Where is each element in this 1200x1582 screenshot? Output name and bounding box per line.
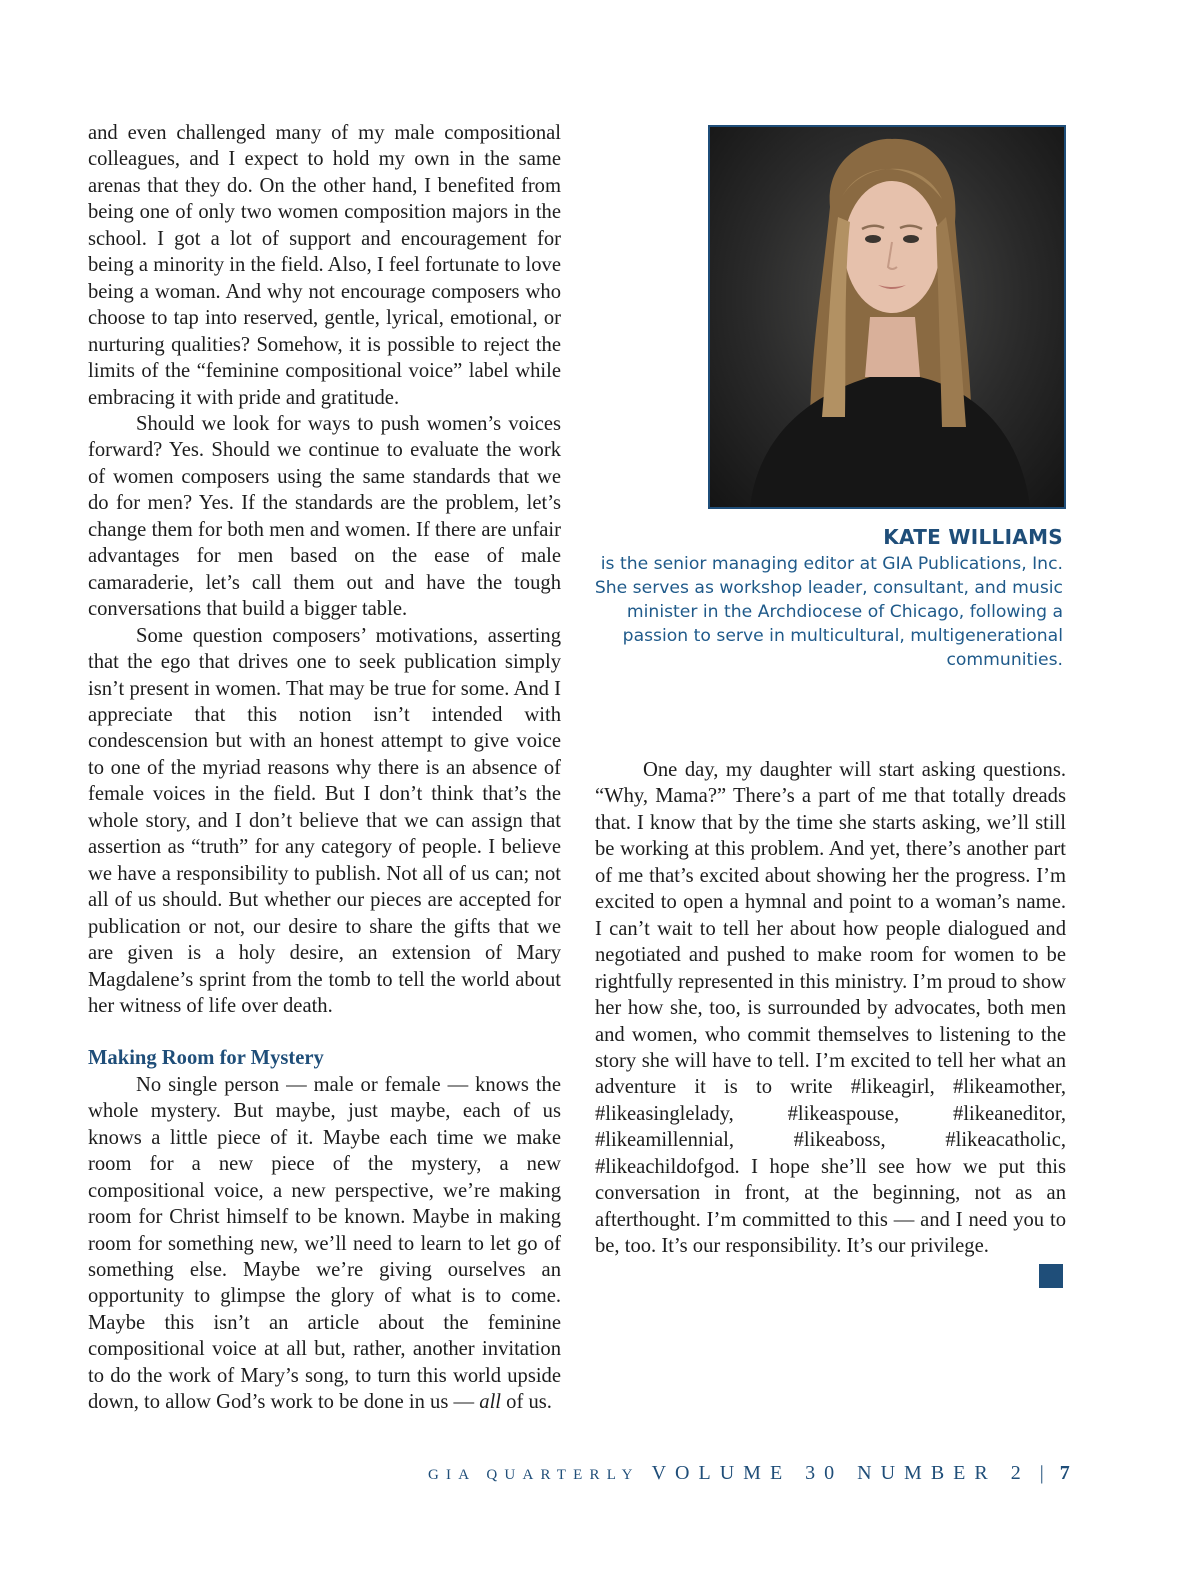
paragraph: Should we look for ways to push women’s voices forward? Yes. Should we continue to evaluate the work of women composers using the same standards that we do for men? Yes. If the standards are the problem, let’s change them for both men and women. If there are unfair advantages for men based on the ease of male camaraderie, let’s call them out and have the tough conversations that build a bigger table.: [88, 412, 561, 621]
emphasis-text: all: [479, 1391, 502, 1414]
end-mark-square: [1039, 1264, 1063, 1288]
paragraph: One day, my daughter will start asking questions. “Why, Mama?” There’s a part of me that totally dreads that. I know that by the time she starts asking, we’ll still be working at this problem. And yet, there’s another part of me that’s excited about showing her the progress. I’m excited to open a hymnal and point to a woman’s name. I can’t wait to tell her about how people dialogued and negotiated and pushed to make room for women to be rightfully represented in this ministry. I’m proud to show her how she, too, is surrounded by advocates, both men and women, who commit themselves to listening to the story she will have to tell. I’m excited to tell her what an adventure it is to write #likeagirl, #likeamother, #likeasinglelady, #likeaspouse, #likeaneditor, #likeamillennial, #likeaboss, #likeacatholic, #likeachildofgod. I hope she’ll see how we put this conversation in front, at the beginning, not as an afterthought. I’m committed to this — and I need you to be, too. It’s our responsibility. It’s our privilege.: [595, 759, 1066, 1258]
author-bio: [585, 522, 1063, 672]
footer-separator: |: [1039, 1462, 1044, 1484]
magazine-name: GIA QUARTERLY: [428, 1467, 640, 1483]
section-heading: Making Room for Mystery: [88, 1047, 324, 1070]
paragraph-text: No single person — male or female — knows the whole mystery. But maybe, just maybe, each of us knows a little piece of it. Maybe each time we make room for a new piece of the mystery, a new compositional voice, a new perspective, we’re making room for Christ himself to be known. Maybe in making room for something new, we’ll need to learn to let go of something else. Maybe we’re giving ourselves an opportunity to glimpse the glory of what is to come. Maybe this isn’t an article about the feminine compositional voice at all but, rather, another invitation to do the work of Mary’s song, to turn this world upside down, to allow God’s work to be done in us —: [88, 1073, 561, 1414]
paragraph: and even challenged many of my male compositional colleagues, and I expect to hold my own in the same arenas that they do. On the other hand, I benefited from being one of only two women composition majors in the school. I got a lot of support and encouragement for being a minority in the field. Also, I feel fortunate to love being a woman. And why not encourage composers who choose to tap into reserved, gentle, lyrical, emotional, or nurturing qualities? Somehow, it is possible to reject the limits of the “feminine compositional voice” label while embracing it with pride and gratitude.: [88, 122, 561, 409]
paragraph: [88, 1072, 561, 1416]
portrait-illustration: [710, 127, 1064, 507]
author-bio-text: is the senior managing editor at GIA Publications, Inc. She serves as workshop leader, consultant, and music minister in the Archdiocese of Chicago, following a passion to serve in multicultural, multigenerational communities.: [594, 554, 1063, 670]
issue-volume: VOLUME 30 NUMBER 2: [651, 1462, 1030, 1484]
page-footer: [428, 1462, 1108, 1485]
author-photo: [708, 125, 1066, 509]
page-number: 7: [1059, 1462, 1070, 1484]
left-column: [88, 120, 561, 1416]
author-name: KATE WILLIAMS: [883, 525, 1063, 549]
right-column: [595, 757, 1066, 1260]
paragraph: Some question composers’ motivations, asserting that the ego that drives one to seek publication simply isn’t present in women. That may be true for some. And I appreciate that this notion isn’t intended with condescension but with an honest attempt to give voice to one of the myriad reasons why there is an absence of female voices in the field. But I don’t think that’s the whole story, and I don’t believe that we can assign that assertion as “truth” for any category of people. I believe we have a responsibility to publish. Not all of us can; not all of us should. But whether our pieces are accepted for publication or not, our desire to share the gifts that we are given is a holy desire, an extension of Mary Magdalene’s sprint from the tomb to tell the world about her witness of life over death.: [88, 624, 561, 1017]
paragraph-end: of us.: [506, 1391, 552, 1414]
